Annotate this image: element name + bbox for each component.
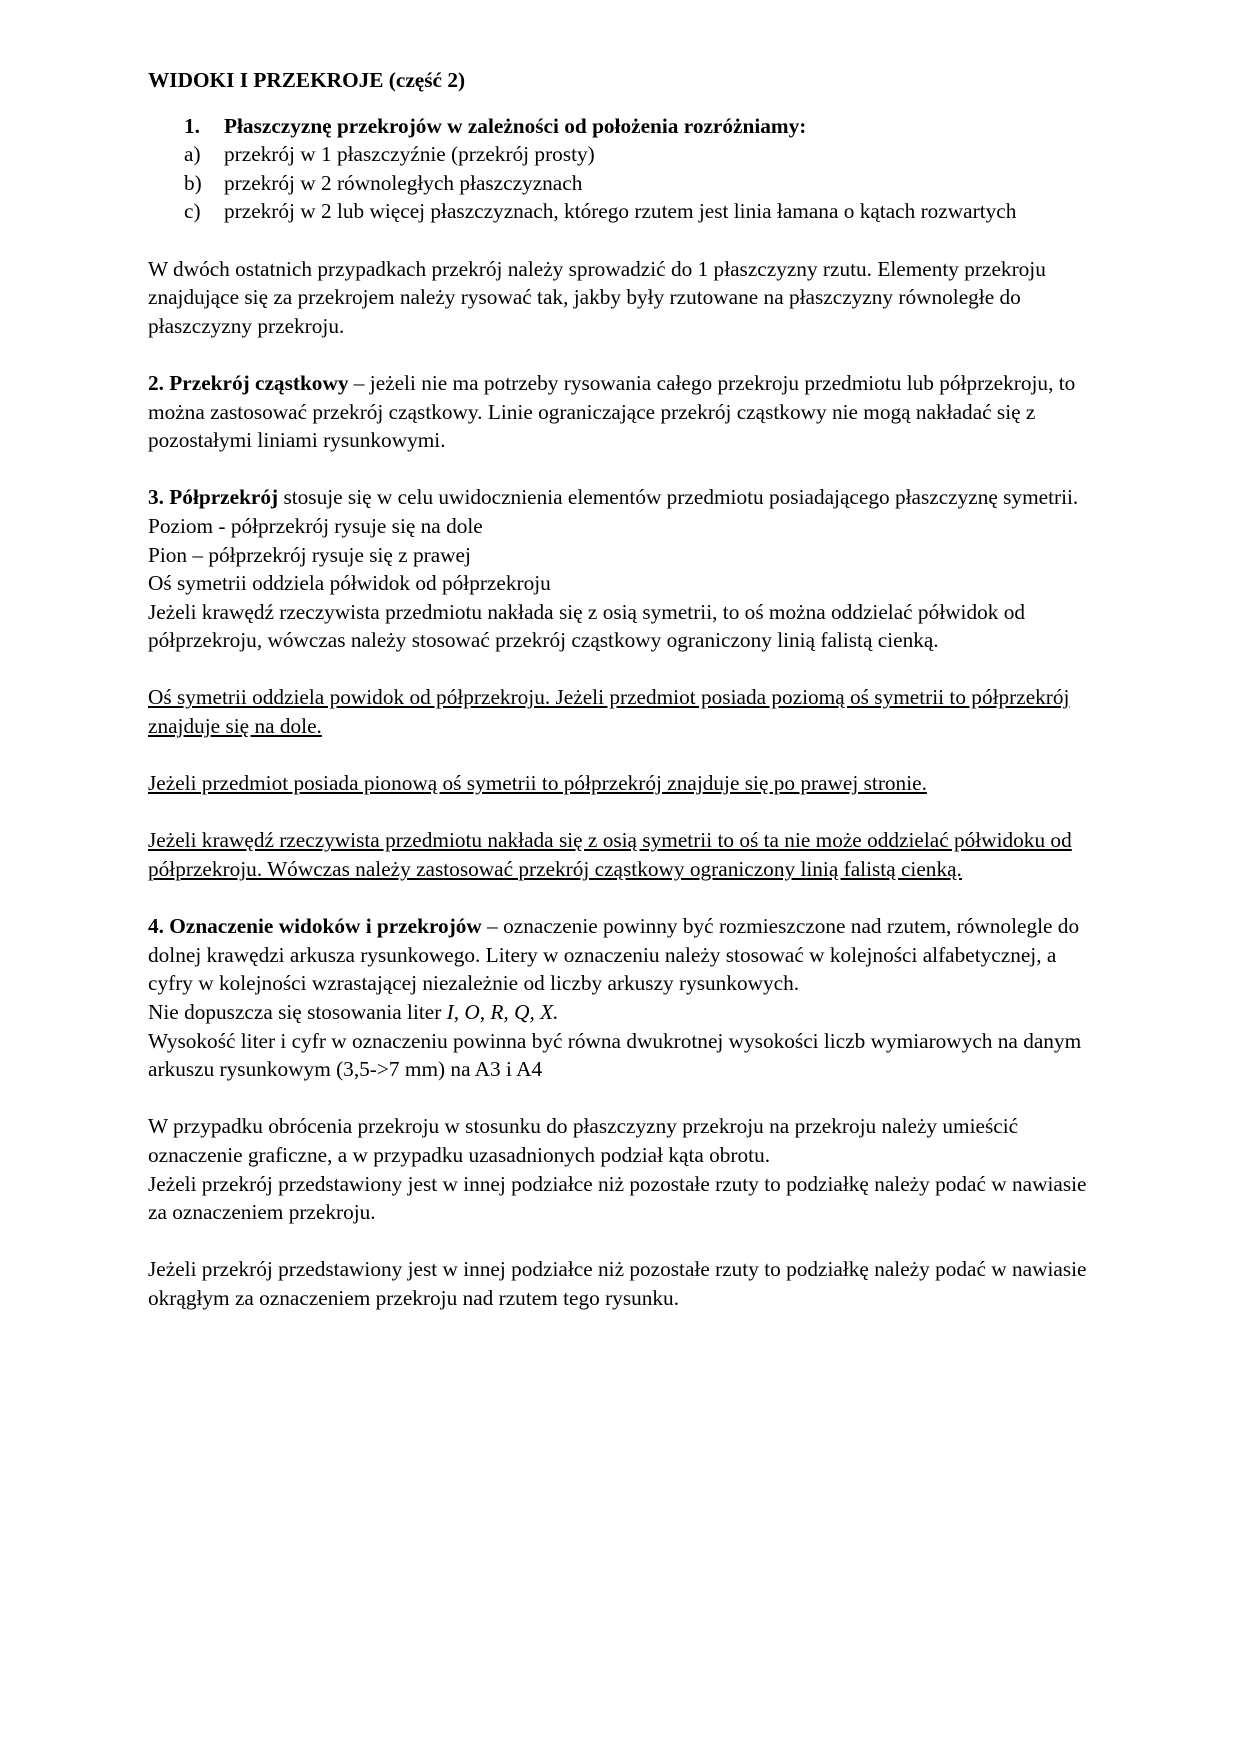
list-marker: b) xyxy=(184,170,202,195)
list-item xyxy=(148,169,1098,198)
section-2-heading: 2. Przekrój cząstkowy xyxy=(148,370,349,395)
section-3-text: stosuje się w celu uwidocznienia elementów przedmiotu posiadającego płaszczyznę symetrii. xyxy=(278,485,1079,510)
section-4-text: – oznaczenie powinny być rozmieszczone nad rzutem, równolegle do dolnej krawędzi arkusza rysunkowego. Litery w oznaczeniu należy stosować w kolejności alfabetycznej, a cyfry w kolejności wzrastającej niezależnie od liczby arkuszy rysunkowych. xyxy=(148,914,1080,996)
list-item-text: przekrój w 1 płaszczyźnie (przekrój prosty) xyxy=(224,142,595,167)
section-3-paragraph xyxy=(148,483,1098,512)
document-title: WIDOKI I PRZEKROJE (część 2) xyxy=(148,68,466,92)
section-3-line: Poziom - półprzekrój rysuje się na dole xyxy=(148,513,483,538)
excluded-letters: I, O, R, Q, X. xyxy=(446,1000,559,1024)
list-item xyxy=(148,140,1098,169)
section-3-line: Pion – półprzekrój rysuje się z prawej xyxy=(148,542,471,567)
letters-line xyxy=(148,998,1098,1027)
section-1-heading-text: Płaszczyznę przekrojów w zależności od położenia rozróżniamy: xyxy=(224,113,807,138)
letters-prefix: Nie dopuszcza się stosowania liter xyxy=(148,1000,447,1024)
underlined-note: Jeżeli krawędź rzeczywista przedmiotu nakłada się z osią symetrii to oś ta nie może oddzielać półwidoku od półprzekroju. Wówczas należy zastosować przekrój cząstkowy ograniczony linią falistą cienką. xyxy=(148,828,1072,882)
scale-paragraph: Jeżeli przekrój przedstawiony jest w innej podziałce niż pozostałe rzuty to podziałkę należy podać w nawiasie za oznaczeniem przekroju. xyxy=(148,1171,1087,1225)
height-paragraph: Wysokość liter i cyfr w oznaczeniu powinna być równa dwukrotnej wysokości liczb wymiarowych na danym arkuszu rysunkowym (3,5->7 mm) na A3 i A4 xyxy=(148,1028,1082,1082)
section-3-heading: 3. Półprzekrój xyxy=(148,485,279,510)
list-marker: c) xyxy=(184,199,201,224)
section-1-paragraph: W dwóch ostatnich przypadkach przekrój należy sprowadzić do 1 płaszczyzny rzutu. Elementy przekroju znajdujące się za przekrojem należy rysować tak, jakby były rzutowane na płaszczyzny równoległe do płaszczyzny przekroju. xyxy=(148,256,1046,338)
section-3-line: Jeżeli krawędź rzeczywista przedmiotu nakłada się z osią symetrii, to oś można oddzielać półwidok od półprzekroju, wówczas należy stosować przekrój cząstkowy ograniczony linią falistą cienką. xyxy=(148,599,1026,653)
list-marker: a) xyxy=(184,142,201,167)
section-1-heading xyxy=(148,112,1098,141)
list-item-text: przekrój w 2 równoległych płaszczyznach xyxy=(224,170,583,195)
section-2-text: – jeżeli nie ma potrzeby rysowania całego przekroju przedmiotu lub półprzekroju, to można zastosować przekrój cząstkowy. Linie ograniczające przekrój cząstkowy nie mogą nakładać się z pozostałymi liniami rysunkowymi. xyxy=(148,370,1076,453)
section-4-heading: 4. Oznaczenie widoków i przekrojów xyxy=(148,914,482,939)
list-item xyxy=(148,197,1098,226)
section-1-number: 1. xyxy=(184,113,200,138)
underlined-note: Oś symetrii oddziela powidok od półprzekroju. Jeżeli przedmiot posiada poziomą oś symetrii to półprzekrój znajduje się na dole. xyxy=(148,685,1070,739)
document-page xyxy=(148,66,1098,1313)
section-3-line: Oś symetrii oddziela półwidok od półprzekroju xyxy=(148,571,551,596)
section-4-paragraph xyxy=(148,912,1098,998)
section-2-paragraph xyxy=(148,369,1098,455)
scale-paragraph-2: Jeżeli przekrój przedstawiony jest w innej podziałce niż pozostałe rzuty to podziałkę należy podać w nawiasie okrągłym za oznaczeniem przekroju nad rzutem tego rysunku. xyxy=(148,1257,1087,1310)
rotation-paragraph: W przypadku obrócenia przekroju w stosunku do płaszczyzny przekroju na przekroju należy umieścić oznaczenie graficzne, a w przypadku uzasadnionych podział kąta obrotu. xyxy=(148,1114,1019,1167)
list-item-text: przekrój w 2 lub więcej płaszczyznach, którego rzutem jest linia łamana o kątach rozwartych xyxy=(224,199,1017,224)
underlined-note: Jeżeli przedmiot posiada pionową oś symetrii to półprzekrój znajduje się po prawej stronie. xyxy=(148,771,927,796)
